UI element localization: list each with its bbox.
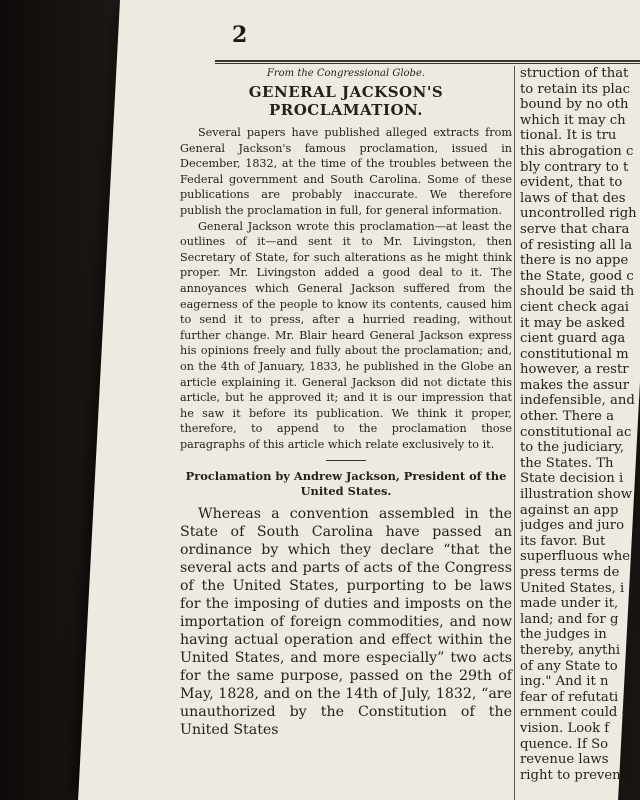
intro-paragraph-2: General Jackson wrote this proclamation—at least the outlines of it—and sent it to Mr. Livingston, then Secretary of State, for such alterations as he might think proper. Mr. Livingston added a good deal to it. The annoyances which General Jackson suffered from the eagerness of the people to know its contents, caused him to send it to press, after a hurried reading, without further change. Mr. Blair heard General Jackson express his opinions freely and fully about the proclamation; and, on the 4th of January, 1833, he published in the Globe an article explaining it. General Jackson did not dictate this article, but he approved it; and it is our impression that he saw it before its publication. We think it proper, therefore, to append to the proclamation those paragraphs of this article which relate exclusively to it. (180, 219, 512, 451)
right-column-line: should be said th (520, 284, 635, 300)
column-separator (514, 66, 515, 800)
right-column-line: the judges in (520, 627, 607, 643)
right-column-line: of resisting all la (520, 237, 633, 253)
intro-paragraph-1: Several papers have published alleged extracts from General Jackson's famous proclamation, issued in December, 1832, at the time of the troubles between the Federal government and South Carolina. Some of these publications are probably inaccurate. We therefore publish the proclamation in full, for general information. (180, 126, 512, 217)
right-column-line: of any State to (520, 658, 618, 674)
right-column-line: vision. Look f (520, 720, 610, 736)
right-column-line: bly contrary to t (520, 159, 629, 175)
right-column-line: revenue laws (520, 752, 609, 768)
right-column-line: this abrogation c (520, 143, 634, 159)
right-column-line: indefensible, and (520, 393, 635, 409)
right-column-line: its favor. But (520, 533, 606, 549)
right-column-line: fear of refutati (520, 689, 619, 705)
right-column-line: to retain its plac (520, 81, 630, 97)
right-column-line: United States, i (520, 580, 625, 596)
right-column-line: cient check agai (520, 299, 630, 315)
left-column (180, 66, 512, 739)
right-column-line: thereby, anythi (520, 642, 621, 658)
header-rule (215, 60, 640, 62)
section-divider (326, 460, 366, 461)
right-column-line: struction of that (520, 66, 629, 81)
right-column-line: it may be asked (520, 315, 626, 331)
right-column-line: illustration show (520, 487, 633, 503)
right-column-line: which it may ch (520, 112, 626, 128)
right-column-line: State decision i (520, 471, 624, 487)
right-column-line: other. There a (520, 409, 615, 425)
right-column-line: ing." And it n (520, 674, 609, 690)
right-column-line: however, a restr (520, 362, 629, 378)
right-column-line: right to preven (520, 767, 621, 783)
right-column-line: constitutional ac (520, 424, 632, 440)
right-column-line: serve that chara (520, 221, 630, 237)
right-column-line: there is no appe (520, 253, 629, 269)
right-column-line: laws of that des (520, 190, 626, 206)
right-column-line: uncontrolled righ (520, 206, 637, 222)
right-column-line: the States. Th (520, 455, 614, 471)
right-column-line: press terms de (520, 565, 620, 580)
right-column (520, 66, 640, 783)
header-rule-thin (215, 63, 640, 64)
right-column-line: tional. It is tru (520, 128, 617, 144)
right-column-line: evident, that to (520, 175, 623, 191)
proclamation-subheadline: Proclamation by Andrew Jackson, President of the United States. (185, 469, 507, 499)
right-column-line: cient guard aga (520, 331, 626, 347)
right-column-line: quence. If So (520, 736, 609, 752)
page-number: 2 (232, 22, 248, 48)
right-column-line: constitutional m (520, 346, 629, 362)
right-column-line: superfluous whe (520, 549, 631, 565)
right-column-line: bound by no oth (520, 97, 629, 113)
source-line: From the Congressional Globe. (266, 68, 426, 79)
right-column-line: against an app (520, 502, 619, 518)
right-column-line: judges and juro (520, 518, 625, 534)
right-column-line: to the judiciary, (520, 440, 625, 456)
right-column-line: the State, good c (520, 268, 634, 284)
right-column-line: ernment could c (520, 705, 629, 721)
right-column-line: makes the assur (520, 377, 630, 393)
proclamation-paragraph: Whereas a convention assembled in the State of South Carolina have passed an ordinance by which they declare “that the several acts and parts of acts of the Congress of the United States, purporting to be laws for the imposing of duties and imposts on the importation of foreign commodities, and now having actual operation and effect within the United States, and more especially” two acts for the same purpose, passed on the 29th of May, 1828, and on the 14th of July, 1832, “are unauthorized by the Constitution of the United States (180, 506, 512, 739)
right-column-line: made under it, (520, 596, 619, 612)
right-column-line: land; and for g (520, 611, 619, 627)
article-headline: GENERAL JACKSON'S PROCLAMATION. (248, 83, 444, 119)
